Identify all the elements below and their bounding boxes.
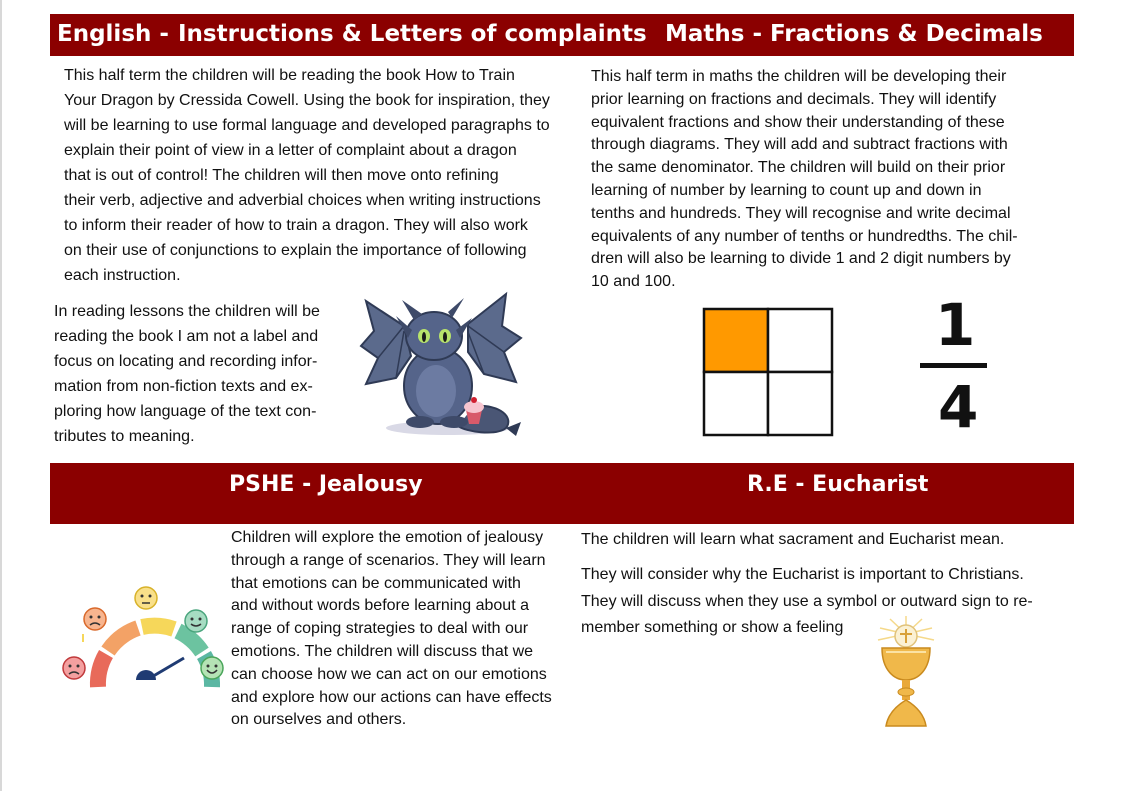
- text-line: They will consider why the Eucharist is important to Christians.: [581, 566, 1024, 583]
- re-title: R.E - Eucharist: [747, 472, 929, 497]
- text-line: each instruction.: [64, 267, 181, 284]
- fraction-bar: [920, 363, 987, 368]
- english-subject-title: English -: [57, 21, 169, 47]
- text-line: will be learning to use formal language and developed paragraphs to: [64, 117, 550, 134]
- text-line: They will discuss when they use a symbol or outward sign to re-: [581, 592, 1033, 610]
- fraction-cell: [704, 372, 768, 435]
- emotion-meter-illustration: [58, 582, 230, 692]
- text-line: prior learning on fractions and decimals. They will identify: [591, 90, 997, 108]
- text-line: dren will also be learning to divide 1 and 2 digit numbers by: [591, 250, 1011, 268]
- text-line: learning of number by learning to count up and down in: [591, 181, 982, 199]
- pshe-title: PSHE - Jealousy: [229, 472, 423, 497]
- english-reading-paragraph: [54, 299, 320, 449]
- angry-face-icon: [63, 657, 85, 679]
- text-line: member something or show a feeling: [581, 619, 844, 636]
- fraction-grid: [702, 307, 834, 437]
- bottom-banner: [50, 463, 1074, 524]
- happy-face-icon: [201, 657, 223, 679]
- text-line: 10 and 100.: [591, 273, 676, 291]
- fraction-numerator: 1: [935, 291, 976, 359]
- text-line: Your Dragon by Cressida Cowell. Using the book for inspiration, they: [64, 92, 550, 109]
- text-line: explain their point of view in a letter of complaint about a dragon: [64, 142, 517, 159]
- fraction-cell: [768, 372, 832, 435]
- text-line: on ourselves and others.: [231, 711, 407, 729]
- top-banner: [50, 14, 1074, 56]
- text-line: their verb, adjective and adverbial choices when writing instructions: [64, 192, 541, 209]
- re-paragraph: [581, 562, 1033, 642]
- fraction-cell: [768, 309, 832, 372]
- english-paragraph: [64, 63, 550, 288]
- maths-paragraph: [591, 66, 1018, 294]
- text-line: Children will explore the emotion of jealousy: [231, 529, 544, 546]
- text-line: the same denominator. The children will build on their prior: [591, 159, 1006, 177]
- text-line: and explore how our actions can have effects: [231, 688, 552, 706]
- text-line: can choose how we can act on our emotions: [231, 665, 547, 683]
- sad-face-icon: [84, 608, 106, 630]
- english-topic-title: Instructions & Letters of complaints: [178, 21, 647, 47]
- content-face-icon: [185, 610, 207, 632]
- re-line-1: The children will learn what sacrament and Eucharist mean.: [581, 531, 1005, 548]
- chalice-illustration: [868, 614, 944, 734]
- text-line: ploring how language of the text con-: [54, 403, 317, 420]
- text-line: equivalent fractions and show their understanding of these: [591, 113, 1005, 131]
- pshe-paragraph: [231, 527, 552, 732]
- fraction-cell: [704, 309, 768, 372]
- text-line: equivalents of any number of tenths or hundredths. The chil-: [591, 227, 1018, 245]
- text-line: mation from non-fiction texts and ex-: [54, 378, 313, 395]
- text-line: This half term in maths the children will be developing their: [591, 68, 1007, 85]
- page-edge: [0, 0, 2, 791]
- text-line: on their use of conjunctions to explain the importance of following: [64, 242, 527, 259]
- text-line: In reading lessons the children will be: [54, 303, 320, 320]
- text-line: focus on locating and recording infor-: [54, 353, 318, 370]
- text-line: and without words before learning about a: [231, 597, 529, 615]
- text-line: through a range of scenarios. They will learn: [231, 551, 546, 569]
- text-line: that emotions can be communicated with: [231, 574, 521, 592]
- text-line: that is out of control! The children will then move onto refining: [64, 167, 499, 184]
- neutral-face-icon: [135, 587, 157, 609]
- text-line: tributes to meaning.: [54, 428, 195, 445]
- fraction-denominator: 4: [938, 373, 979, 441]
- text-line: reading the book I am not a label and: [54, 328, 319, 345]
- maths-title: Maths - Fractions & Decimals: [665, 21, 1043, 47]
- text-line: range of coping strategies to deal with our: [231, 620, 529, 638]
- text-line: through diagrams. They will add and subtract fractions with: [591, 136, 1008, 154]
- text-line: emotions. The children will discuss that we: [231, 642, 534, 660]
- dragon-illustration: [356, 286, 526, 441]
- text-line: to inform their reader of how to train a dragon. They will also work: [64, 217, 528, 234]
- text-line: This half term the children will be reading the book How to Train: [64, 67, 515, 84]
- text-line: tenths and hundreds. They will recognise and write decimal: [591, 204, 1011, 222]
